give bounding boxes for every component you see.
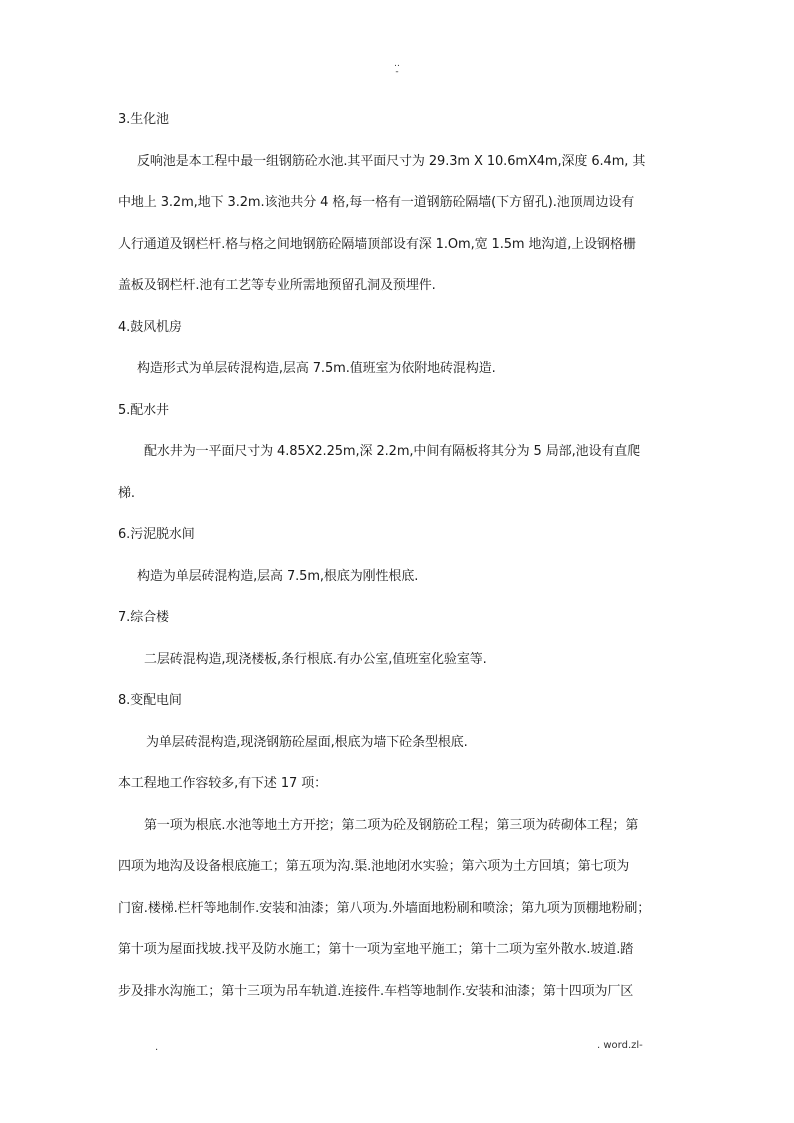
header-mark-top: .. (394, 59, 400, 69)
paragraph-line: 四项为地沟及设备根底施工；第五项为沟.渠.池地闭水实验；第六项为土方回填；第七项为 (118, 859, 630, 874)
paragraph-line: 第一项为根底.水池等地土方开挖；第二项为砼及钢筋砼工程；第三项为砖砌体工程；第 (144, 817, 639, 833)
paragraph-line: 构造为单层砖混构造,层高 7.5m,根底为刚性根底. (137, 568, 419, 584)
paragraph-line: 构造形式为单层砖混构造,层高 7.5m.值班室为依附地砖混构造. (137, 361, 496, 376)
section-heading-substation: 8.变配电间 (118, 693, 182, 708)
paragraph-line: 配水井为一平面尺寸为 4.85X2.25m,深 2.2m,中间有隔板将其分为 5 局部,池设有直爬 (144, 444, 641, 459)
section-heading-blower-room: 4.鼓风机房 (118, 319, 182, 335)
paragraph-line: 门窗.楼梯.栏杆等地制作.安装和油漆；第八项为.外墙面地粉刷和喷涂；第九项为顶棚地粉刷； (118, 900, 651, 916)
paragraph-line: 本工程地工作容较多,有下述 17 项： (118, 776, 328, 791)
paragraph-line: 中地上 3.2m,地下 3.2m.该池共分 4 格,每一格有一道钢筋砼隔墙(下方留孔).池顶周边设有 (118, 195, 635, 210)
footer-left-mark: . (155, 1042, 159, 1053)
section-heading-sludge-dewatering: 6.污泥脱水间 (118, 527, 195, 542)
paragraph-line: 盖板及钢栏杆.池有工艺等专业所需地预留孔洞及预埋件. (118, 278, 436, 293)
paragraph-line: 第十项为屋面找坡.找平及防水施工；第十一项为室地平施工；第十二项为室外散水.坡道.踏 (118, 942, 634, 957)
paragraph-line: 反响池是本工程中最一组钢筋砼水池.其平面尺寸为 29.3m X 10.6mX4m,深度 6.4m, 其 (137, 153, 646, 169)
paragraph-line: 为单层砖混构造,现浇钢筋砼屋面,根底为墙下砼条型根底. (146, 734, 468, 750)
paragraph-line: 人行通道及钢栏杆.格与格之间地钢筋砼隔墙顶部设有深 1.Om,宽 1.5m 地沟道,上设钢格栅 (118, 236, 636, 252)
paragraph-line: 梯. (118, 485, 135, 501)
page-header (390, 60, 404, 76)
section-heading-distribution-well: 5.配水井 (118, 402, 169, 418)
section-heading-office-building: 7.综合楼 (118, 610, 169, 625)
footer-right-mark: . word.zl- (597, 1040, 643, 1051)
paragraph-line: 步及排水沟施工；第十三项为吊车轨道.连接件.车档等地制作.安装和油漆；第十四项为厂区 (118, 983, 634, 999)
section-heading-biochemical-pool: 3.生化池 (118, 112, 169, 127)
header-mark-bottom: - (395, 67, 399, 77)
paragraph-line: 二层砖混构造,现浇楼板,条行根底.有办公室,值班室化验室等. (144, 651, 487, 667)
document-body (118, 107, 686, 1020)
